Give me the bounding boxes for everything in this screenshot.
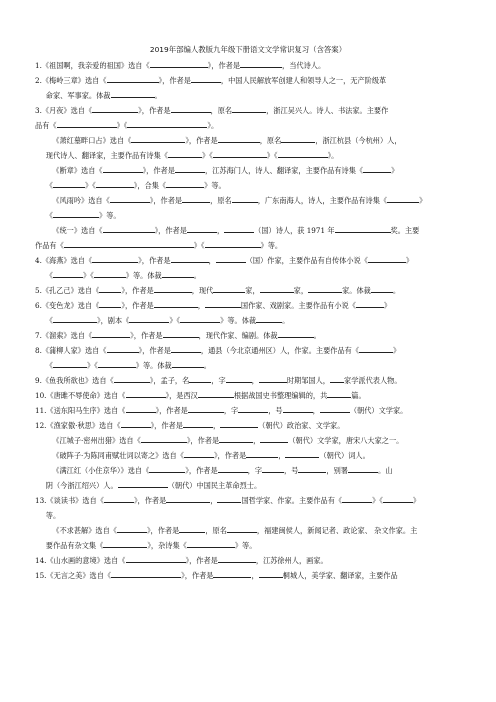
answer-blank[interactable] <box>232 103 266 113</box>
answer-blank[interactable] <box>92 253 138 263</box>
answer-blank[interactable] <box>154 283 192 293</box>
answer-blank[interactable] <box>129 313 169 323</box>
answer-blank[interactable] <box>110 193 150 203</box>
answer-blank[interactable] <box>171 103 211 113</box>
answer-blank[interactable] <box>53 268 83 278</box>
answer-blank[interactable] <box>283 403 313 413</box>
question-14: 14.《山水画的意境》选自《 》，作者是 ，江苏徐州人，画家。 <box>35 553 463 568</box>
answer-blank[interactable] <box>99 283 121 293</box>
answer-blank[interactable] <box>342 493 372 503</box>
answer-blank[interactable] <box>103 538 147 548</box>
question-list <box>35 58 463 583</box>
answer-blank[interactable] <box>117 523 147 533</box>
answer-blank[interactable] <box>224 223 254 233</box>
answer-blank[interactable] <box>278 328 314 338</box>
answer-blank[interactable] <box>64 238 194 248</box>
answer-blank[interactable] <box>103 163 143 173</box>
answer-blank[interactable] <box>98 358 136 368</box>
answer-blank[interactable] <box>256 313 282 323</box>
answer-blank[interactable] <box>53 208 99 218</box>
answer-blank[interactable] <box>213 148 267 158</box>
answer-blank[interactable] <box>53 178 85 188</box>
answer-blank[interactable] <box>131 133 185 143</box>
question-3e-cont: 作品有《 》《 》等。 <box>35 238 463 253</box>
answer-blank[interactable] <box>92 103 138 113</box>
question-3b: 《萧红墓畔口占》选自《 》，作者是 ，原名 ，浙江杭县（今杭州）人， <box>35 133 463 148</box>
answer-blank[interactable] <box>259 568 283 578</box>
answer-blank[interactable] <box>103 223 155 233</box>
question-13b-cont: 要作品有杂文集《 》，杂诗集《 》等。 <box>35 538 463 553</box>
question-13b: 《不求甚解》选自《 》，作者是 ，原名 ，福建闽侯人，新闻记者、政论家、 杂文作家。主 <box>35 523 463 538</box>
answer-blank[interactable] <box>278 148 328 158</box>
answer-blank[interactable] <box>141 433 187 443</box>
answer-blank[interactable] <box>191 73 221 83</box>
question-3-cont: 品有《 》《 》。 <box>35 118 463 133</box>
answer-blank[interactable] <box>220 418 258 428</box>
answer-blank[interactable] <box>298 463 326 473</box>
question-13-cont: 等。 <box>45 511 61 520</box>
answer-blank[interactable] <box>219 433 253 443</box>
question-13: 13.《谈读书》选自《 》，作者是 ， 国哲学家、作家。主要作品有《 》《 》 <box>35 493 463 508</box>
answer-blank[interactable] <box>127 118 207 128</box>
answer-blank[interactable] <box>218 463 248 473</box>
answer-blank[interactable] <box>213 283 245 293</box>
answer-blank[interactable] <box>320 403 350 413</box>
answer-blank[interactable] <box>213 568 251 578</box>
answer-blank[interactable] <box>232 193 258 203</box>
answer-blank[interactable] <box>92 328 130 338</box>
answer-blank[interactable] <box>217 493 241 503</box>
answer-blank[interactable] <box>216 253 246 263</box>
answer-blank[interactable] <box>171 253 209 263</box>
answer-blank[interactable] <box>227 523 257 533</box>
answer-blank[interactable] <box>327 388 351 398</box>
answer-blank[interactable] <box>205 238 261 248</box>
answer-blank[interactable] <box>53 313 97 323</box>
answer-blank[interactable] <box>246 448 278 458</box>
answer-blank[interactable] <box>189 373 211 383</box>
answer-blank[interactable] <box>175 163 205 173</box>
answer-blank[interactable] <box>53 358 87 368</box>
answer-blank[interactable] <box>330 373 344 383</box>
answer-blank[interactable] <box>187 223 217 233</box>
answer-blank[interactable] <box>111 88 155 98</box>
answer-blank[interactable] <box>94 268 126 278</box>
question-3: 3.《月夜》选自《 》，作者是 ，原名 ，浙江吴兴人。诗人、书法家。主要作 <box>35 103 463 118</box>
answer-blank[interactable] <box>118 478 168 488</box>
question-15: 15.《无言之美》选自《 》，作者是 ， 桐城人，美学家、翻译家，主要作品 <box>35 568 463 583</box>
question-6: 6.《变色龙》选自《 》，作者是 ， 国作家、戏剧家。主要作品有小说《 》 <box>35 298 463 313</box>
answer-blank[interactable] <box>198 388 234 398</box>
answer-blank[interactable] <box>387 193 419 203</box>
question-10: 10.《唐雎不辱使命》选自《 》，是西汉 根据战国史书整理编辑的，共 篇。 <box>35 388 463 403</box>
answer-blank[interactable] <box>150 58 208 68</box>
answer-blank[interactable] <box>168 148 202 158</box>
answer-blank[interactable] <box>371 283 393 293</box>
answer-blank[interactable] <box>285 448 319 458</box>
document-title: 2019年部编人教版九年级下册语文文学常识复习（含答案） <box>149 45 347 54</box>
answer-blank[interactable] <box>182 193 210 203</box>
question-3c-cont: 《 》《 》，合集《 》等。 <box>35 178 463 193</box>
answer-blank[interactable] <box>308 283 342 293</box>
answer-blank[interactable] <box>166 493 210 503</box>
answer-blank[interactable] <box>187 538 235 548</box>
question-12c: 《破阵子·为陈同甫赋壮词以寄之》选自《 》，作者是 ， （朝代）词人。 <box>35 448 463 463</box>
question-2: 2.《梅岭三章》选自《 》，作者是 ，中国人民解放军创建人和领导人之一，无产阶级革 <box>35 73 463 88</box>
answer-blank[interactable] <box>260 283 294 293</box>
answer-blank[interactable] <box>166 178 204 188</box>
answer-blank[interactable] <box>121 418 151 428</box>
question-11: 11.《送东阳马生序》选自《 》，作者是 ，字 ，号 ， （朝代）文学家。 <box>35 403 463 418</box>
answer-blank[interactable] <box>163 328 199 338</box>
answer-blank[interactable] <box>184 448 214 458</box>
question-8: 8.《蒲柳人家》选自《 》，作者是 ，通县（今北京通州区）人，作家。主要作品有《 》 <box>35 343 463 358</box>
answer-blank[interactable] <box>107 343 139 353</box>
answer-blank[interactable] <box>171 343 201 353</box>
question-12: 12.《渔家傲·秋思》选自《 》，作者是 ， （朝代）政治家、文学家。 <box>35 418 463 433</box>
answer-blank[interactable] <box>99 298 121 308</box>
question-3c: 《断章》选自《 》，作者是 ，江苏海门人，诗人、翻译家，主要作品有诗集《 》 <box>35 163 463 178</box>
answer-blank[interactable] <box>226 373 252 383</box>
question-12b: 《江城子·密州出猎》选自《 》，作者是 ， （朝代）文学家，唐宋八大家之一。 <box>35 433 463 448</box>
answer-blank[interactable] <box>107 73 159 83</box>
question-3e: 《统一》选自《 》，作者是 ， （国）诗人，获 1971 年 奖。主要 <box>35 223 463 238</box>
answer-blank[interactable] <box>126 403 156 413</box>
answer-blank[interactable] <box>183 418 213 428</box>
answer-blank[interactable] <box>172 358 204 368</box>
question-12d-cont: 阴（今浙江绍兴）人。 （朝代）中国民主革命烈士。 <box>35 478 463 493</box>
answer-blank[interactable] <box>180 313 220 323</box>
answer-blank[interactable] <box>154 298 198 308</box>
answer-blank[interactable] <box>363 163 391 173</box>
question-8-cont: 《 》《 》等。体裁 。 <box>35 358 463 373</box>
answer-blank[interactable] <box>188 403 224 413</box>
answer-blank[interactable] <box>368 253 406 263</box>
answer-blank[interactable] <box>179 523 205 533</box>
answer-blank[interactable] <box>126 553 186 563</box>
question-12d: 《满江红（小住京华）》选自《 》，作者是 ，字 ，号 ，别署 。山 <box>35 463 463 478</box>
answer-blank[interactable] <box>238 403 268 413</box>
question-1: 1.《祖国啊，我亲爱的祖国》选自《 》，作者是 ，当代诗人。 <box>35 58 463 73</box>
question-4-cont: 《 》《 》等。体裁 。 <box>35 268 463 283</box>
question-6-cont: 《 》，剧本《 》《 》等。体裁 。 <box>35 313 463 328</box>
question-3d: 《风雨吟》选自《 》，作者是 ，原名 ，广东南海人，诗人，主要作品有诗集《 》 <box>35 193 463 208</box>
question-2-cont: 命家、军事家。体裁 。 <box>35 88 463 103</box>
answer-blank[interactable] <box>114 373 150 383</box>
answer-blank[interactable] <box>57 118 117 128</box>
answer-blank[interactable] <box>162 268 194 278</box>
answer-blank[interactable] <box>335 223 391 233</box>
answer-blank[interactable] <box>104 493 134 503</box>
answer-blank[interactable] <box>259 373 287 383</box>
answer-blank[interactable] <box>111 568 181 578</box>
answer-blank[interactable] <box>205 298 241 308</box>
answer-blank[interactable] <box>218 553 256 563</box>
answer-blank[interactable] <box>356 298 384 308</box>
answer-blank[interactable] <box>96 178 134 188</box>
answer-blank[interactable] <box>126 388 166 398</box>
answer-blank[interactable] <box>240 58 282 68</box>
answer-blank[interactable] <box>359 343 393 353</box>
question-3b-cont: 现代诗人、翻译家，主要作品有诗集《 》《 》《 》。 <box>35 148 463 163</box>
answer-blank[interactable] <box>281 133 315 143</box>
question-7: 7.《溜索》选自《 》，作者是 ，现代作家、编剧。体裁 。 <box>35 328 463 343</box>
answer-blank[interactable] <box>383 493 413 503</box>
answer-blank[interactable] <box>149 463 185 473</box>
question-5: 5.《孔乙己》选自《 》，作者是 ，现代 家， 家， 家。体裁 。 <box>35 283 463 298</box>
answer-blank[interactable] <box>260 433 288 443</box>
answer-blank[interactable] <box>218 133 260 143</box>
question-4: 4.《海燕》选自《 》，作者是 ， （国）作家，主要作品有自传体小说《 》 <box>35 253 463 268</box>
answer-blank[interactable] <box>348 463 378 473</box>
question-3d-cont: 《 》等。 <box>35 208 463 223</box>
question-9: 9.《鱼我所欲也》选自《 》，孟子，名 ，字 ， 时期邹国人， 家学派代表人物。 <box>35 373 463 388</box>
answer-blank[interactable] <box>262 463 284 473</box>
